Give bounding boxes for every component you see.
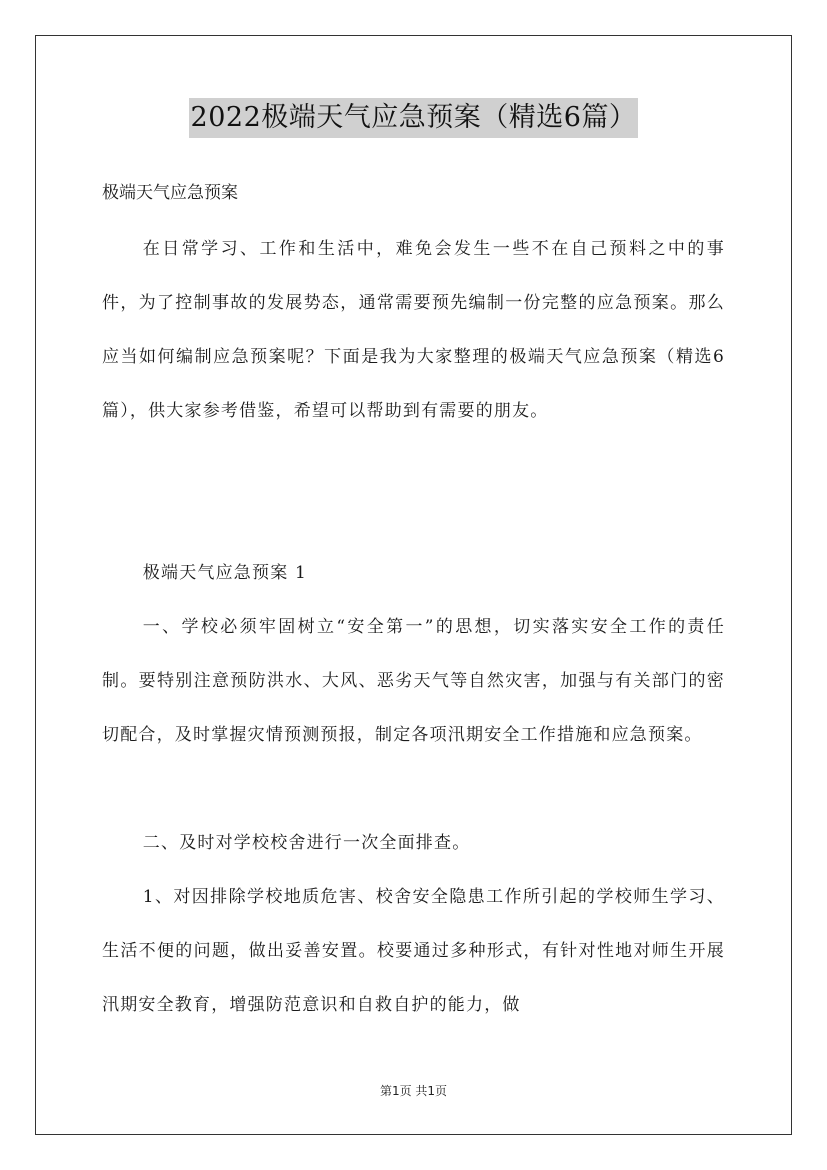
title-container	[0, 98, 827, 138]
section-heading[interactable]: 极端天气应急预案 1	[142, 563, 308, 583]
body-paragraph-3[interactable]: 1、对因排除学校地质危害、校舍安全隐患工作所引起的学校师生学习、生活不便的问题，做出妥善安置。校要通过多种形式，有针对性地对师生开展汛期安全教育，增强防范意识和自救自护的能力，做	[102, 887, 725, 1015]
intro-paragraph[interactable]: 在日常学习、工作和生活中，难免会发生一些不在自己预料之中的事件，为了控制事故的发展势态，通常需要预先编制一份完整的应急预案。那么应当如何编制应急预案呢？下面是我为大家整理的极端天气应急预案（精选6篇），供大家参考借鉴，希望可以帮助到有需要的朋友。	[102, 239, 725, 421]
page-footer: 第1页 共1页	[379, 1084, 448, 1098]
body-paragraph-1[interactable]: 一、学校必须牢固树立“安全第一”的思想，切实落实安全工作的责任制。要特别注意预防洪水、大风、恶劣天气等自然灾害，加强与有关部门的密切配合，及时掌握灾情预测预报，制定各项汛期安全工作措施和应急预案。	[102, 617, 725, 745]
document-subtitle[interactable]: 极端天气应急预案	[102, 183, 238, 203]
document-title[interactable]: 2022极端天气应急预案（精选6篇）	[189, 98, 639, 138]
body-paragraph-2[interactable]: 二、及时对学校校舍进行一次全面排查。	[142, 833, 471, 853]
